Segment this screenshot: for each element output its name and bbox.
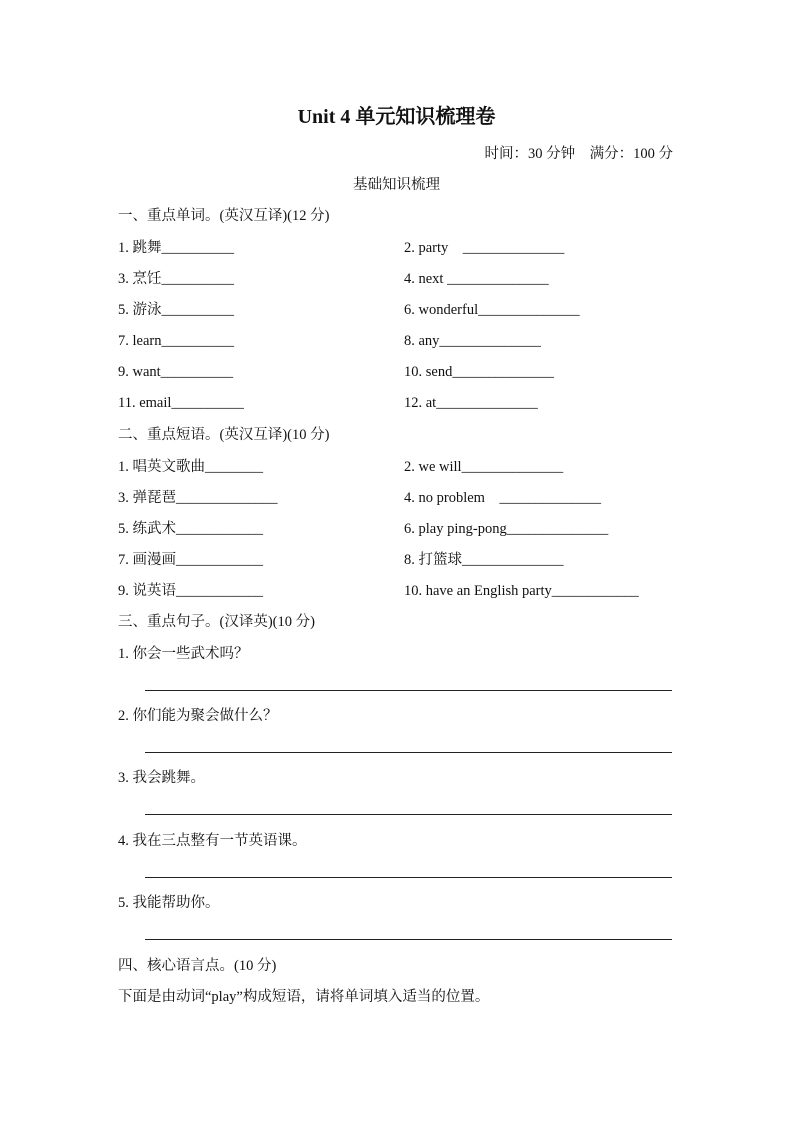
sentence-item: 5. 我能帮助你。 bbox=[118, 894, 220, 911]
question-item[interactable]: 10. send______________ bbox=[404, 364, 554, 380]
section4-heading: 四、核心语言点。(10 分) bbox=[118, 958, 277, 974]
question-item[interactable]: 5. 游泳__________ bbox=[118, 302, 234, 318]
answer-line[interactable] bbox=[145, 690, 672, 691]
answer-line[interactable] bbox=[145, 814, 672, 815]
question-item[interactable]: 1. 唱英文歌曲________ bbox=[118, 459, 263, 475]
question-item[interactable]: 5. 练武术____________ bbox=[118, 521, 263, 537]
question-item[interactable]: 2. party ______________ bbox=[404, 240, 565, 256]
section2-heading: 二、重点短语。(英汉互译)(10 分) bbox=[118, 427, 330, 443]
question-item[interactable]: 6. wonderful______________ bbox=[404, 302, 580, 318]
sentence-item: 3. 我会跳舞。 bbox=[118, 770, 205, 787]
sentence-item: 4. 我在三点整有一节英语课。 bbox=[118, 832, 307, 849]
question-item[interactable]: 3. 烹饪__________ bbox=[118, 271, 234, 287]
section-subtitle: 基础知识梳理 bbox=[353, 177, 440, 193]
section1-heading: 一、重点单词。(英汉互译)(12 分) bbox=[118, 208, 330, 224]
section3-heading: 三、重点句子。(汉译英)(10 分) bbox=[118, 614, 315, 630]
answer-line[interactable] bbox=[145, 877, 672, 878]
question-item[interactable]: 11. email__________ bbox=[118, 395, 244, 411]
question-item[interactable]: 4. next ______________ bbox=[404, 271, 549, 287]
question-item[interactable]: 10. have an English party____________ bbox=[404, 583, 639, 599]
question-item[interactable]: 9. want__________ bbox=[118, 364, 234, 380]
question-item[interactable]: 6. play ping-pong______________ bbox=[404, 521, 609, 537]
section4-instruction: 下面是由动词“play”构成短语，请将单词填入适当的位置。 bbox=[118, 989, 490, 1005]
question-item[interactable]: 8. any______________ bbox=[404, 333, 541, 349]
question-item[interactable]: 2. we will______________ bbox=[404, 459, 564, 475]
question-item[interactable]: 7. learn__________ bbox=[118, 333, 234, 349]
question-item[interactable]: 7. 画漫画____________ bbox=[118, 552, 263, 568]
answer-line[interactable] bbox=[145, 752, 672, 753]
question-item[interactable]: 8. 打篮球______________ bbox=[404, 552, 564, 568]
page-title: Unit 4 单元知识梳理卷 bbox=[297, 106, 496, 128]
question-item[interactable]: 4. no problem ______________ bbox=[404, 490, 601, 506]
question-item[interactable]: 3. 弹琵琶______________ bbox=[118, 490, 278, 506]
question-item[interactable]: 9. 说英语____________ bbox=[118, 583, 263, 599]
sentence-item: 2. 你们能为聚会做什么？ bbox=[118, 708, 278, 725]
sentence-item: 1. 你会一些武术吗？ bbox=[118, 646, 249, 662]
exam-meta: 时间：30 分钟 满分：100 分 bbox=[484, 146, 673, 162]
question-item[interactable]: 1. 跳舞__________ bbox=[118, 240, 234, 256]
question-item[interactable]: 12. at______________ bbox=[404, 395, 538, 411]
answer-line[interactable] bbox=[145, 939, 672, 940]
